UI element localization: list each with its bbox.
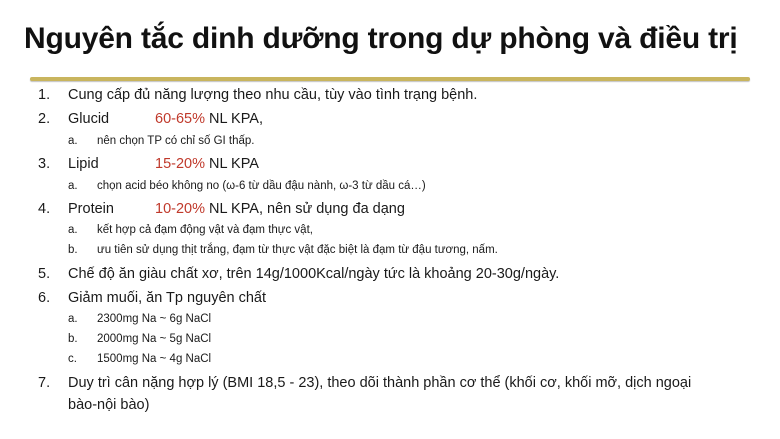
item-number: 6. (38, 290, 51, 306)
item-rest: NL KPA, nên sử dụng đa dạng (204, 201, 405, 217)
item-text (68, 201, 405, 217)
item-label: Lipid (68, 156, 99, 172)
sub-item-text: chọn acid béo không no (ω-6 từ dầu đậu nành, ω-3 từ dầu cá…) (97, 180, 426, 192)
item-number: 5. (38, 266, 51, 282)
sub-item-letter: a. (68, 224, 78, 236)
sub-item-text: 2300mg Na ~ 6g NaCl (97, 313, 212, 325)
sub-item-letter: b. (68, 333, 78, 345)
item-text: Chế độ ăn giàu chất xơ, trên 14g/1000Kcal/ngày tức là khoảng 20-30g/ngày. (68, 266, 560, 282)
item-label: Glucid (68, 111, 110, 127)
title-divider (30, 77, 750, 81)
item-percentage: 60-65% (155, 111, 205, 127)
sub-item-text: ưu tiên sử dụng thịt trắng, đạm từ thực vật đặc biệt là đạm từ đậu tương, nấm. (97, 244, 498, 256)
sub-item-text: nên chọn TP có chỉ số GI thấp. (97, 135, 255, 147)
slide-title: Nguyên tắc dinh dưỡng trong dự phòng và điều trị (24, 22, 738, 55)
item-percentage: 15-20% (155, 156, 205, 172)
sub-item-letter: a. (68, 135, 78, 147)
sub-item-letter: b. (68, 244, 78, 256)
item-number: 3. (38, 156, 51, 172)
sub-item-letter: a. (68, 180, 78, 192)
sub-item-text: 1500mg Na ~ 4g NaCl (97, 353, 212, 365)
item-label: Protein (68, 201, 114, 217)
item-text: Cung cấp đủ năng lượng theo nhu cầu, tùy vào tình trạng bệnh. (68, 87, 478, 103)
item-number: 1. (38, 87, 51, 103)
item-rest: NL KPA (204, 156, 259, 172)
sub-item-letter: c. (68, 353, 77, 365)
item-text (68, 156, 259, 172)
item-text-continued: bào-nội bào) (68, 397, 150, 413)
item-rest: NL KPA, (204, 111, 264, 127)
item-number: 2. (38, 111, 51, 127)
item-number: 4. (38, 201, 51, 217)
item-text: Duy trì cân nặng hợp lý (BMI 18,5 - 23), theo dõi thành phần cơ thể (khối cơ, khối mỡ, dịch ngoại (68, 375, 692, 391)
sub-item-letter: a. (68, 313, 78, 325)
item-percentage: 10-20% (155, 201, 205, 217)
sub-item-text: 2000mg Na ~ 5g NaCl (97, 333, 212, 345)
sub-item-text: kết hợp cả đạm động vật và đạm thực vật, (97, 224, 313, 236)
item-number: 7. (38, 375, 51, 391)
item-text: Giảm muối, ăn Tp nguyên chất (68, 290, 267, 306)
item-text (68, 111, 263, 127)
